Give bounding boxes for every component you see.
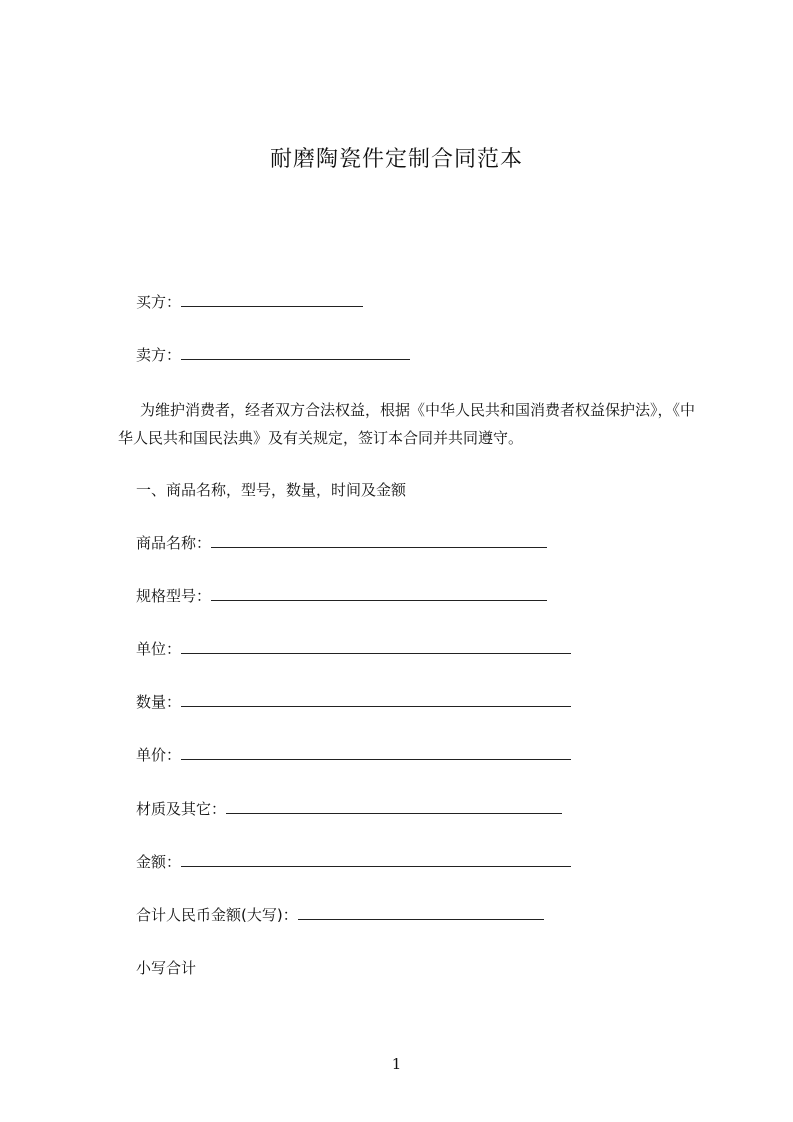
unit-price-line: [136, 745, 571, 765]
unit-price-label: 单价：: [136, 746, 182, 764]
total-rmb-upper-label: 合计人民币金额(大写)：: [136, 906, 298, 924]
total-rmb-upper-line: [136, 905, 544, 925]
amount-line: [136, 852, 571, 872]
seller-blank[interactable]: [181, 345, 410, 360]
seller-label: 卖方：: [136, 346, 182, 364]
page-number: 1: [391, 1055, 402, 1073]
quantity-line: [136, 692, 571, 712]
material-other-line: [136, 799, 562, 819]
unit-label: 单位：: [136, 640, 182, 658]
quantity-blank[interactable]: [181, 692, 571, 707]
buyer-blank[interactable]: [181, 292, 363, 307]
spec-model-line: [136, 586, 547, 606]
spec-model-label: 规格型号：: [136, 587, 212, 605]
product-name-line: [136, 533, 547, 553]
buyer-line: [136, 292, 363, 312]
buyer-label: 买方：: [136, 293, 182, 311]
product-name-blank[interactable]: [211, 533, 547, 548]
unit-price-blank[interactable]: [181, 745, 571, 760]
unit-blank[interactable]: [181, 639, 571, 654]
document-title: 耐磨陶瓷件定制合同范本: [269, 147, 523, 172]
small-total-line: 小写合计: [136, 959, 197, 977]
product-name-label: 商品名称：: [136, 534, 212, 552]
preamble-paragraph: 为维护消费者，经者双方合法权益，根据《中华人民共和国消费者权益保护法》，《中华人民共和国民法典》及有关规定，签订本合同并共同遵守。: [118, 401, 696, 447]
material-other-blank[interactable]: [226, 799, 562, 814]
material-other-label: 材质及其它：: [136, 800, 227, 818]
unit-line: [136, 639, 571, 659]
total-rmb-upper-blank[interactable]: [298, 905, 544, 920]
spec-model-blank[interactable]: [211, 586, 547, 601]
amount-blank[interactable]: [181, 852, 571, 867]
section1-heading: 一、商品名称，型号，数量，时间及金额: [136, 481, 407, 499]
amount-label: 金额：: [136, 853, 182, 871]
seller-line: [136, 345, 410, 365]
quantity-label: 数量：: [136, 693, 182, 711]
